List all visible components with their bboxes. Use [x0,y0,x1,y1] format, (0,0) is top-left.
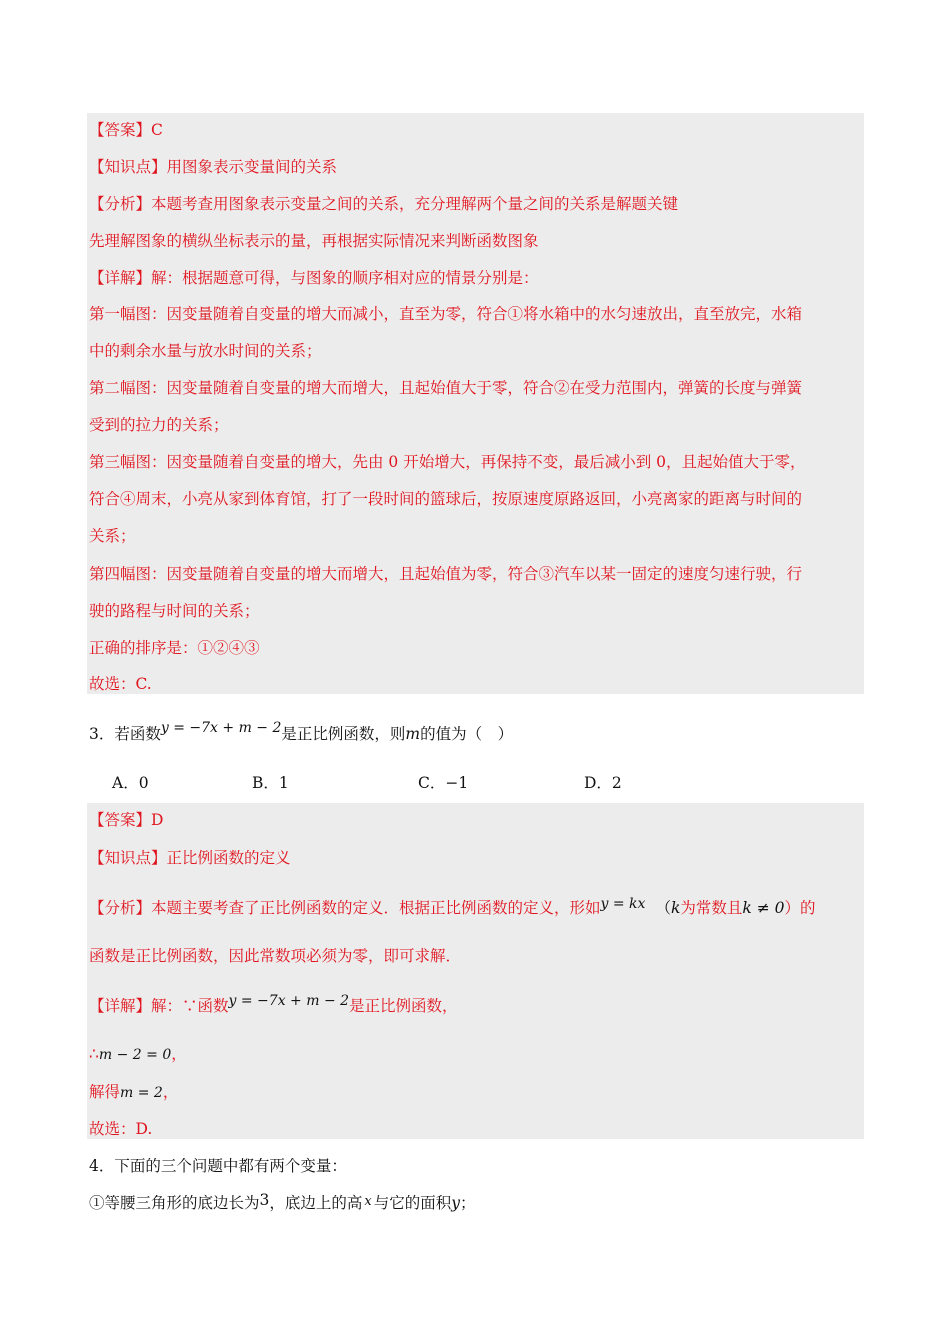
q3-analysis-text-a: 【分析】本题主要考查了正比例函数的定义．根据正比例函数的定义，形如 [89,899,601,917]
therefore-symbol: ∴ [89,1045,99,1063]
q2-detail-line-8: 关系； [89,527,136,545]
q3-detail-comma-2: ， [162,1083,179,1101]
q3-detail-solution: m = 2 [120,1085,163,1101]
q3-stem-mid: 是正比例函数，则 [281,725,406,743]
q4-item-1 [89,1193,476,1215]
q2-analysis-line-2: 先理解图象的横纵坐标表示的量，再根据实际情况来判断函数图象 [89,232,539,250]
q3-detail-line-1 [89,993,458,1017]
q2-detail-line-9: 第四幅图：因变量随着自变量的增大而增大，且起始值为零，符合③汽车以某一固定的速度匀速行驶，行 [89,565,803,583]
q3-detail-equation: m − 2 = 0 [98,1047,172,1063]
q3-analysis-text-c: 为常数且 [680,899,743,917]
q3-analysis-text-b: （ [655,899,671,917]
q2-detail-line-6: 第三幅图：因变量随着自变量的增大，先由 0 开始增大，再保持不变，最后减小到 0，且起始值大于零， [89,453,806,471]
q3-detail-formula: y = −7x + m − 2 [228,993,350,1009]
q2-detail-line-7: 符合④周末，小亮从家到体育馆，打了一段时间的篮球后，按原速度原路返回，小亮离家的距离与时间的 [89,490,803,508]
q2-knowledge-point: 【知识点】用图象表示变量间的关系 [89,158,338,176]
q3-analysis-line-2: 函数是正比例函数，因此常数项必须为零，即可求解． [89,947,462,965]
q3-analysis-formula: y = kx [600,896,646,912]
q3-detail-solve-label: 解得 [89,1083,121,1101]
q4-item1-text-b: ，底边上的高 [269,1194,363,1212]
q4-item1-text-d: ； [460,1194,476,1212]
q3-detail-text-a: 【详解】解：∵函数 [89,997,229,1015]
q2-detail-line-4: 第二幅图：因变量随着自变量的增大而增大，且起始值大于零，符合②在受力范围内，弹簧的长度与弹簧 [89,379,803,397]
q3-detail-line-3 [89,1082,178,1103]
q3-detail-comma: ， [171,1045,187,1063]
q2-detail-line-11: 正确的排序是：①②④③ [89,639,260,657]
q3-option-b: B．1 [252,774,289,792]
q4-item1-x: x [364,1194,372,1209]
q3-option-c: C．−1 [418,774,469,792]
q2-detail-line-2: 第一幅图：因变量随着自变量的增大而减小，直至为零，符合①将水箱中的水匀速放出，直至放完，水箱 [89,305,803,323]
q3-analysis-line-1 [89,898,816,919]
q2-detail-line-3: 中的剩余水量与放水时间的关系； [89,342,322,360]
q4-item1-y: y [451,1194,461,1212]
q4-item1-number: 3 [259,1191,270,1209]
q4-item1-text-a: ①等腰三角形的底边长为 [89,1194,260,1212]
q2-detail-line-5: 受到的拉力的关系； [89,416,229,434]
q2-detail-line-1: 【详解】解：根据题意可得，与图象的顺序相对应的情景分别是： [89,269,539,287]
q3-option-d: D．2 [584,774,622,792]
q3-detail-line-4: 故选：D. [89,1120,153,1138]
q2-detail-line-10: 驶的路程与时间的关系； [89,602,260,620]
q3-analysis-text-d: ）的 [784,899,816,917]
q3-knowledge-point: 【知识点】正比例函数的定义 [89,849,291,867]
q3-analysis-k: k [670,899,681,917]
q3-stem [89,720,514,745]
q3-stem-suffix: 的值为（ ） [420,725,514,743]
q3-stem-var: m [405,725,421,743]
q2-answer: 【答案】C [89,121,163,139]
q3-option-a: A．0 [112,774,149,792]
q3-stem-formula: y = −7x + m − 2 [160,720,282,736]
q3-detail-line-2 [89,1044,187,1065]
q3-analysis-condition: k ≠ 0 [742,899,785,917]
q4-stem: 4．下面的三个问题中都有两个变量： [89,1157,347,1175]
q3-detail-text-b: 是正比例函数， [349,997,458,1015]
q3-answer: 【答案】D [89,811,164,829]
q4-item1-text-c: 与它的面积 [373,1194,452,1212]
q2-analysis-line-1: 【分析】本题考查用图象表示变量之间的关系，充分理解两个量之间的关系是解题关键 [89,195,679,213]
q2-detail-line-12: 故选：C. [89,675,152,693]
q3-stem-prefix: 3．若函数 [89,725,161,743]
